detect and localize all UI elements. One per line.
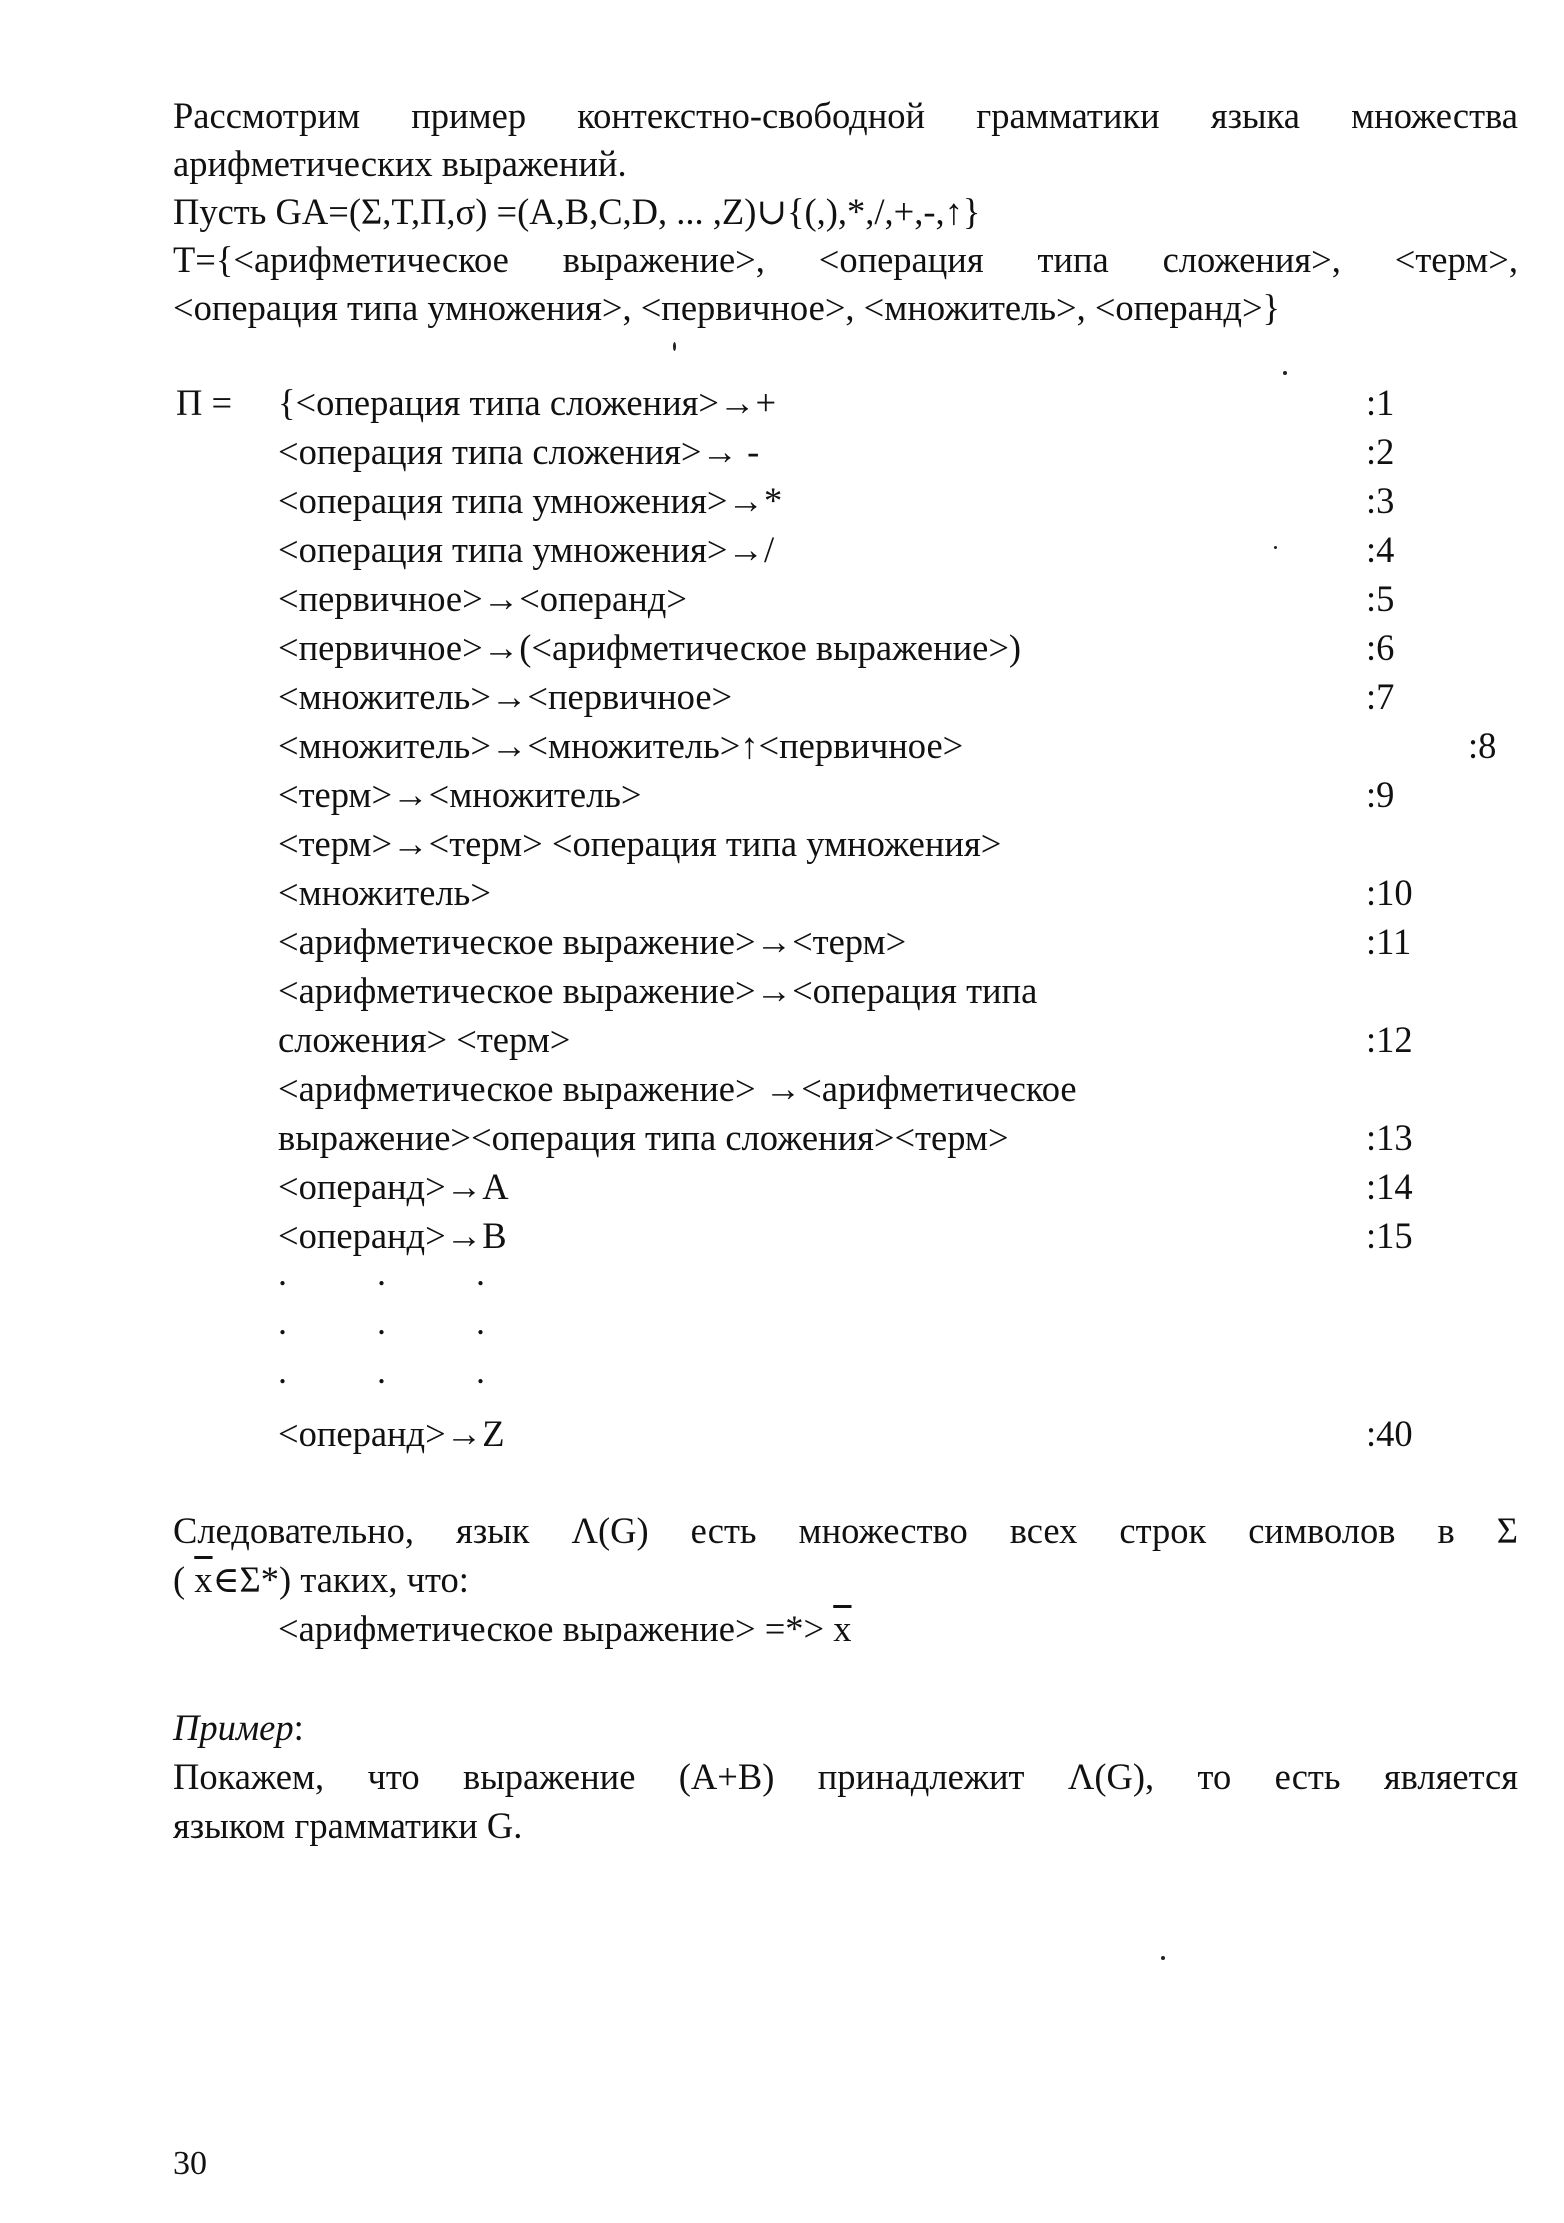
rule-text: <операция типа умножения>→/ — [278, 529, 775, 570]
rule-number: :5 — [1366, 578, 1395, 619]
nonterminals-line-1: T={<арифметическое выражение>, <операция типа сложения>, <терм>, — [173, 239, 1518, 280]
rule-text: <операнд>→B — [278, 1215, 507, 1256]
conclusion-text: ∈Σ*) таких, что: — [212, 1559, 469, 1600]
rule-number: :3 — [1366, 480, 1395, 521]
document-page: Рассмотрим пример контекстно-свободной грамматики языка множества арифметических выражений. Пусть GA=(Σ,T,Π,σ) =(A,B,C,D, ... ,Z)∪{(,),*,/,+,-,↑} T={<арифметическое выражение>, <операция типа сложения>, <терм>, <операция типа умножения>, <первичное>, <множитель>, <операнд>} Π = {<операция типа сложения>→+ :1 <операция типа сложения>→ - :2 <операция типа умножения>→* :3 <операция типа умножения>→/ :4 <первичное>→<операнд> :5 <первичное>→(<арифметическое выражение>) :6 <множитель>→<первичное> :7 <множитель>→<множитель>↑<первичное> :8 <терм>→<множитель> :9 <терм>→<терм> <операция типа умножения> <множитель> :10 <арифметическое выражение>→<терм> :11 <арифметическое выражение>→<операция типа сложения> <терм> :12 <арифметическое выражение> →<арифметическое выражение><операция типа сложения><терм> :13 <операнд>→A :14 <операнд>→B :15 . . . . . . . . . <операнд>→Z :40 Следовательно, язык Λ(G) есть множество всех строк символов в Σ ( $\overline{x}\in\Sigma*$) таких, что: <арифметическое выражение> =*> $\overline{x}$ Пример: Покажем, что выражение (A+B) принадлежит Λ(G), то есть является языком грамматики G. 30 — [0, 0, 1564, 2223]
rule-text: <арифметическое выражение> →<арифметическое — [278, 1068, 1077, 1109]
rule-number: :8 — [1468, 725, 1497, 766]
rule-number: :9 — [1366, 774, 1395, 815]
rule-text: <операция типа умножения>→* — [278, 480, 783, 521]
page-number: 30 — [173, 2145, 207, 2182]
rule-text: <арифметическое выражение>→<операция типа — [278, 970, 1038, 1011]
conclusion-line-2 — [173, 1556, 1518, 1604]
rule-text: <множитель>→<первичное> — [278, 676, 733, 717]
rule-number: :12 — [1366, 1019, 1413, 1060]
rule-text: <терм>→<множитель> — [278, 774, 642, 815]
example-line-1: Покажем, что выражение (A+B) принадлежит Λ(G), то есть является — [173, 1756, 1518, 1797]
rule-text: <первичное>→(<арифметическое выражение>) — [278, 627, 1022, 668]
example-heading — [173, 1704, 1518, 1752]
rule-number: :13 — [1366, 1117, 1413, 1158]
derivation-line — [278, 1605, 1478, 1653]
scan-speck — [1283, 371, 1287, 375]
rules-label: Π = — [176, 382, 233, 423]
rule-number: :1 — [1366, 382, 1395, 423]
conclusion-text: ( — [173, 1559, 195, 1600]
x-bar-symbol: $\overline{x}$ — [194, 1559, 213, 1600]
derivation-text: <арифметическое выражение> =*> — [278, 1608, 834, 1649]
example-line-2: языком грамматики G. — [173, 1805, 523, 1846]
scan-speck — [1161, 1956, 1165, 1960]
grammar-definition: Пусть GA=(Σ,T,Π,σ) =(A,B,C,D, ... ,Z)∪{(,),*,/,+,-,↑} — [173, 191, 981, 232]
rule-text: {<операция типа сложения>→+ — [278, 382, 777, 423]
intro-line-1: Рассмотрим пример контекстно-свободной грамматики языка множества — [173, 95, 1518, 136]
rule-number: :14 — [1366, 1166, 1413, 1207]
rule-text: сложения> <терм> — [278, 1019, 571, 1060]
x-bar-symbol: $\overline{x}$ — [833, 1608, 852, 1649]
conclusion-line-1: Следовательно, язык Λ(G) есть множество всех строк символов в Σ — [173, 1510, 1518, 1551]
rule-text: выражение><операция типа сложения><терм> — [278, 1117, 1009, 1158]
rule-text: <множитель> — [278, 872, 491, 913]
rule-number: :10 — [1366, 872, 1413, 913]
rule-text: <терм>→<терм> <операция типа умножения> — [278, 823, 1002, 864]
scan-speck — [1274, 546, 1277, 549]
example-heading-colon: : — [293, 1707, 304, 1748]
rule-text: <операнд>→A — [278, 1166, 509, 1207]
rule-number: :11 — [1366, 921, 1412, 962]
rule-text: <арифметическое выражение>→<терм> — [278, 921, 907, 962]
rule-number: :40 — [1366, 1413, 1413, 1454]
rule-number: :15 — [1366, 1215, 1413, 1256]
rule-text: <первичное>→<операнд> — [278, 578, 687, 619]
rule-text: <операция типа сложения>→ - — [278, 431, 760, 472]
rule-text: <операнд>→Z — [278, 1413, 505, 1454]
nonterminals-line-2: <операция типа умножения>, <первичное>, <множитель>, <операнд>} — [173, 287, 1281, 328]
rule-number: :7 — [1366, 676, 1395, 717]
rule-number: :2 — [1366, 431, 1395, 472]
intro-line-2: арифметических выражений. — [173, 143, 627, 184]
rule-number: :6 — [1366, 627, 1395, 668]
scan-speck — [673, 342, 676, 351]
rule-text: <множитель>→<множитель>↑<первичное> — [278, 725, 964, 766]
rule-number: :4 — [1366, 529, 1395, 570]
example-heading-text: Пример — [173, 1707, 294, 1748]
